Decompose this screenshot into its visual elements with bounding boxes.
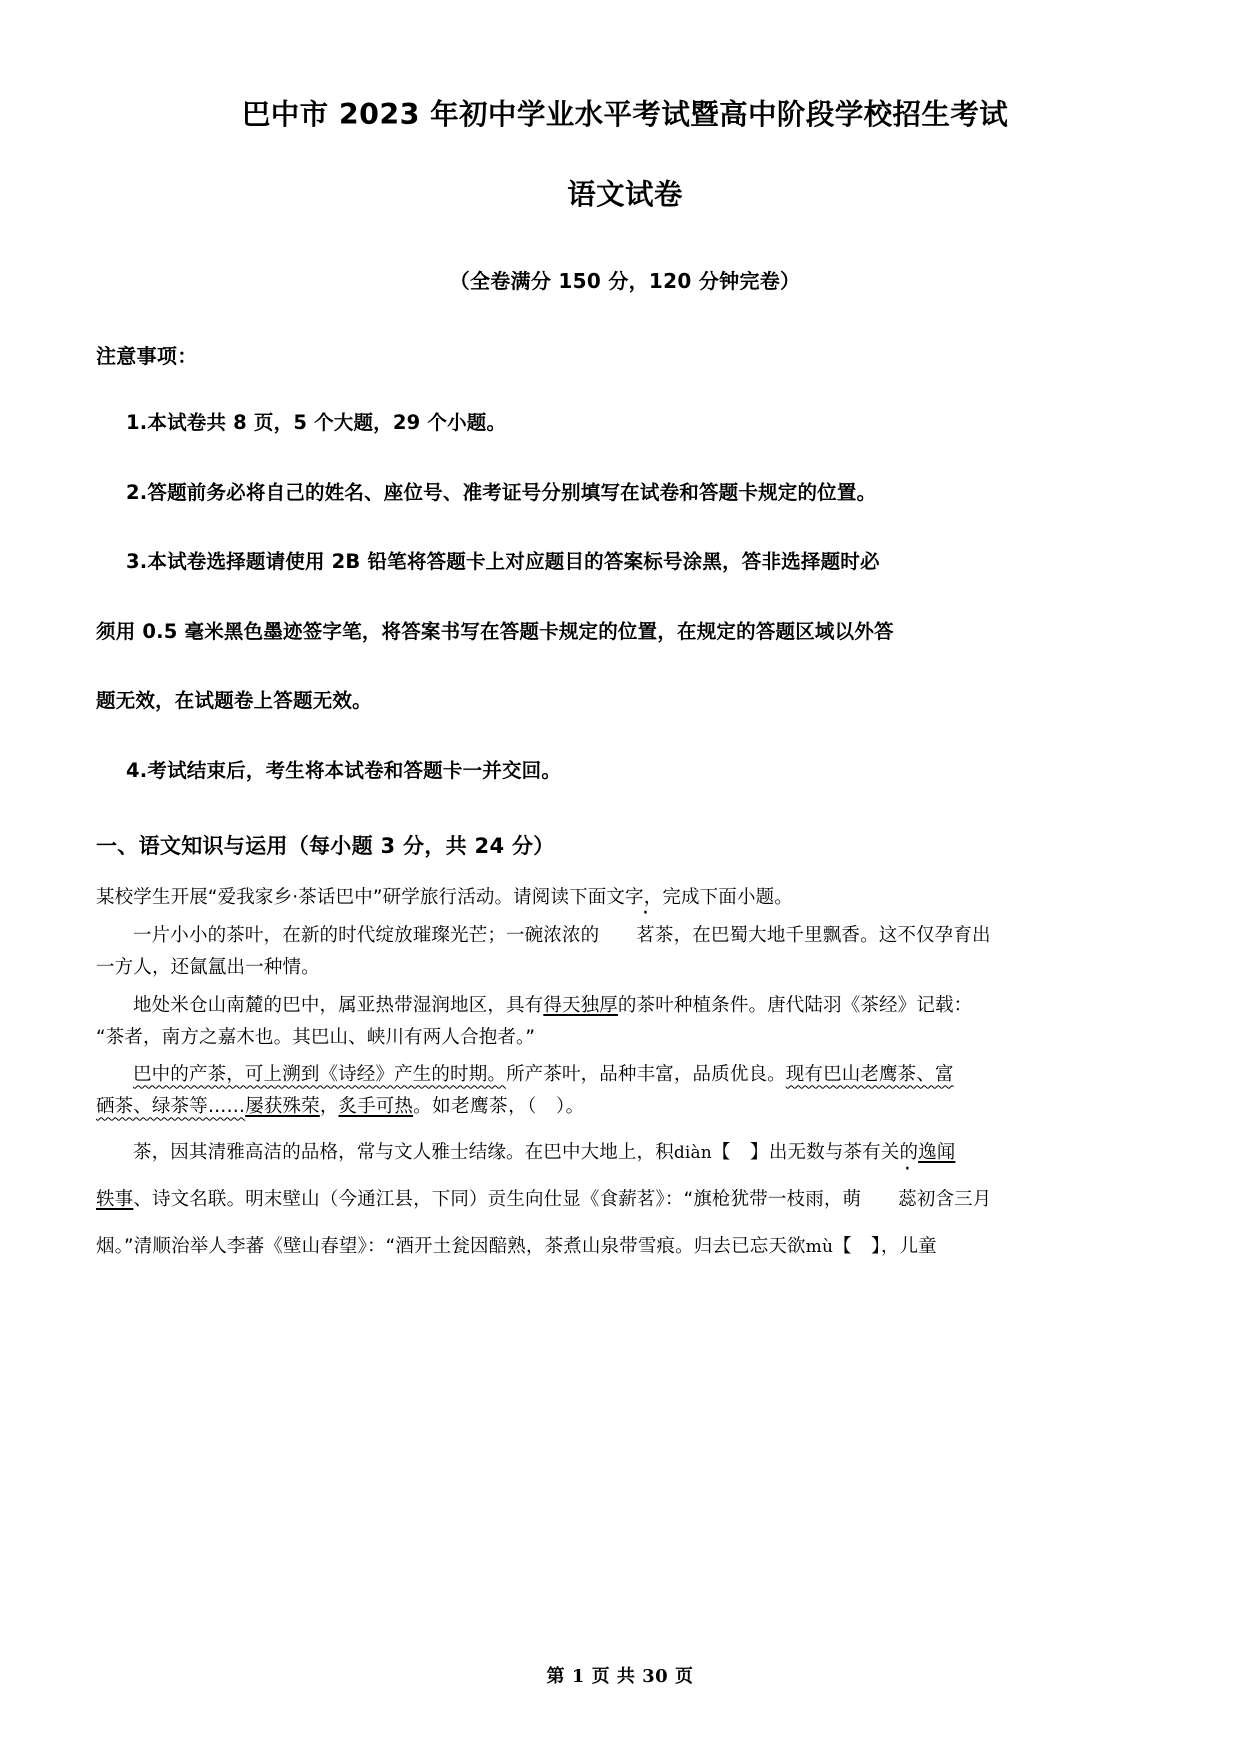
passage-text: 、诗文名联。明末壁山（今通江县，下同）贡生向仕显《食薪茗》：“旗枪犹带一枝雨，萌 xyxy=(133,1189,862,1211)
exam-info: （全卷满分 150 分，120 分钟完卷） xyxy=(449,268,801,293)
notice-item-2: 2.答题前务必将自己的姓名、座位号、准考证号分别填写在试卷和答题卡规定的位置。 xyxy=(126,480,877,504)
passage-text: ， xyxy=(319,1096,339,1118)
underlined-phrase-detianduhou: 得天独厚 xyxy=(543,994,618,1016)
notice-heading: 注意事项： xyxy=(96,343,198,368)
answer-blank-bracket-1: 【 】 xyxy=(711,1142,769,1164)
notice-item-3-line-3: 题无效，在试题卷上答题无效。 xyxy=(96,689,372,713)
notice-item-3-line-2: 须用 0.5 毫米黑色墨迹签字笔，将答案书写在答题卡规定的位置，在规定的答题区域以外答 xyxy=(96,619,894,643)
answer-blank-bracket-2: 【 】 xyxy=(833,1236,881,1258)
emphasis-dot-mark-rui: 蕊 xyxy=(898,1189,917,1211)
page-footer: 第 1 页 共 30 页 xyxy=(546,1666,694,1687)
underlined-phrase-zhishoukere: 炙手可热 xyxy=(338,1096,414,1118)
passage-text: 所产茶叶，品种丰富，品质优良。 xyxy=(506,1064,786,1086)
pinyin-mu: mù xyxy=(805,1237,834,1258)
emphasis-dot-mark: 茗 xyxy=(636,925,655,947)
pinyin-dian: diàn xyxy=(673,1143,712,1164)
passage-text: 烟。”清顺治举人李蕃《壁山春望》：“酒开土瓮因醅熟，茶煮山泉带雪痕。归去已忘天欲 xyxy=(96,1236,806,1258)
passage-blank-parenthesis: 。如老鹰茶，（ ）。 xyxy=(413,1096,585,1118)
document-subtitle: 语文试卷 xyxy=(567,178,683,212)
passage-text: 的茶叶种植条件。唐代陆羽《茶经》记载： xyxy=(617,994,973,1016)
wavy-underlined-sentence-2: 现有巴山老鹰茶、富 xyxy=(785,1064,954,1086)
section-one-intro: 某校学生开展“爱我家乡·茶话巴中”研学旅行活动。请阅读下面文字，完成下面小题。 xyxy=(96,887,793,909)
passage-text: 地处米仓山南麓的巴中，属亚热带湿润地区，具有 xyxy=(133,994,544,1016)
wavy-underlined-sentence-1: 巴中的产茶，可上溯到《诗经》产生的时期。 xyxy=(133,1064,507,1086)
passage-text: 一方人，还氤氲出一种情。 xyxy=(96,957,320,979)
passage-text: “茶者，南方之嘉木也。其巴山、峡川有两人合抱者。” xyxy=(96,1026,536,1048)
page-content xyxy=(96,0,1154,1271)
passage-text: 茶，因其清雅高洁的品格，常与文人雅士结缘。在巴中大地上，积 xyxy=(133,1142,674,1164)
passage-paragraph-4 xyxy=(96,1123,1154,1271)
passage-paragraph-1 xyxy=(96,914,1154,984)
underlined-phrase-yishi: 轶事 xyxy=(96,1189,134,1211)
underlined-phrase-yiwen: 逸闻 xyxy=(918,1142,956,1164)
passage-text: 初含三月 xyxy=(916,1189,992,1211)
notice-item-4: 4.考试结束后，考生将本试卷和答题卡一并交回。 xyxy=(126,758,562,782)
notice-item-3-line-1: 3.本试卷选择题请使用 2B 铅笔将答题卡上对应题目的答案标号涂黑，答非选择题时必 xyxy=(126,550,880,574)
section-heading-one: 一、语文知识与运用（每小题 3 分，共 24 分） xyxy=(96,834,555,859)
passage-paragraph-2 xyxy=(96,984,1154,1054)
passage-text: 一片小小的茶叶，在新的时代绽放璀璨光芒；一碗浓浓的 xyxy=(133,925,600,947)
page-title: 巴中市 2023 年初中学业水平考试暨高中阶段学校招生考试 xyxy=(241,98,1009,131)
passage-text: 茶，在巴蜀大地千里飘香。这不仅孕育出 xyxy=(654,925,991,947)
wavy-underlined-sentence-3: 硒茶、绿茶等…… xyxy=(96,1096,246,1118)
notice-item-1: 1.本试卷共 8 页，5 个大题，29 个小题。 xyxy=(126,410,507,434)
passage-text: 出无数与茶有关的 xyxy=(768,1142,919,1164)
passage-paragraph-3 xyxy=(96,1053,1154,1123)
passage-text: ，儿童 xyxy=(880,1236,937,1258)
underlined-phrase-lvhuoshurong: 屡获殊荣 xyxy=(245,1096,320,1118)
